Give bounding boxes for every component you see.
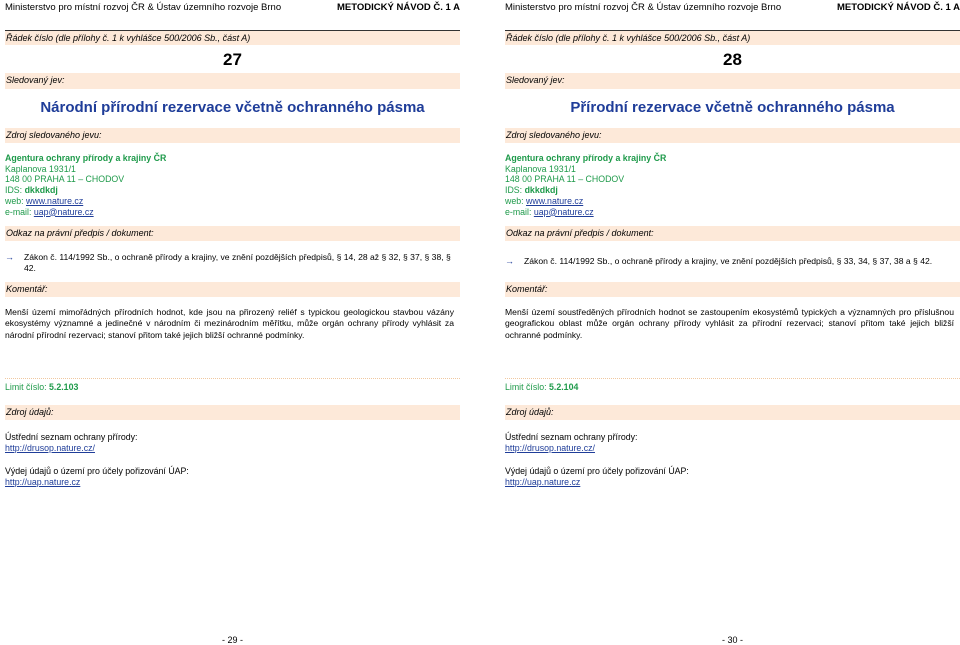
web-link[interactable]: www.nature.cz: [26, 195, 84, 206]
law-text: Zákon č. 114/1992 Sb., o ochraně přírody a krajiny, ve znění pozdějších předpisů, § 14, 28 až § 32, § 37, § 38, § 42.: [24, 252, 451, 273]
limit-prefix: Limit číslo:: [5, 382, 49, 392]
source-email: [505, 207, 666, 218]
uap-link[interactable]: http://uap.nature.cz: [505, 477, 581, 487]
ministry-name: Ministerstvo pro místní rozvoj ČR & Ústav územního rozvoje Brno: [505, 2, 782, 13]
limit-value: 5.2.104: [549, 382, 579, 392]
limit-number: [505, 382, 578, 392]
source-ids: [505, 185, 666, 196]
page-header: [505, 2, 960, 14]
phenomenon-title: Národní přírodní rezervace včetně ochranného pásma: [40, 99, 425, 116]
limit-value: 5.2.103: [49, 382, 79, 392]
comment-text: Menší území mimořádných přírodních hodnot, kde jsou na přirozený reliéf s typickou geologickou stavbou vázány ekosystémy významné a jedinečné v národním či mezinárodním měřítku, může orgán ochrany přírody vyhlásit za národní přírodní rezervaci; stanoví přitom také jejich bližší ochranné podmínky.: [5, 307, 454, 340]
source-organization: Agentura ochrany přírody a krajiny ČR: [505, 153, 667, 163]
source-city: 148 00 PRAHA 11 – CHODOV: [5, 174, 125, 185]
source-block: [5, 153, 166, 217]
zdroj-jevu-label: Zdroj sledovaného jevu:: [5, 128, 460, 143]
comment-text: Menší území soustředěných přírodních hodnot se zastoupením ekosystémů typických a významných pro příslušnou geografickou oblast může orgán ochrany přírody vyhlásit za přírodní rezervaci; stanoví přitom také jejich bližší ochranné podmínky.: [505, 307, 954, 340]
email-link[interactable]: uap@nature.cz: [33, 206, 94, 217]
data-source-1-label: Ústřední seznam ochrany přírody:: [5, 432, 138, 442]
data-source-2: [5, 477, 80, 488]
data-source-2-label: Výdej údajů o území pro účely pořizování ÚAP:: [5, 466, 189, 476]
row-reference: Řádek číslo (dle přílohy č. 1 k vyhlášce 500/2006 Sb., část A): [5, 30, 460, 45]
data-source-1: [505, 443, 595, 454]
sledovany-jev-label: Sledovaný jev:: [505, 73, 960, 89]
row-number: 28: [723, 50, 742, 69]
drusop-link[interactable]: http://drusop.nature.cz/: [505, 443, 595, 453]
divider: [505, 378, 960, 379]
ids-value: dkkdkdj: [24, 185, 58, 196]
komentar-label: Komentář:: [505, 282, 960, 297]
uap-link[interactable]: http://uap.nature.cz: [5, 477, 81, 487]
web-prefix: web:: [505, 195, 527, 206]
row-number: 27: [223, 50, 242, 69]
law-text: Zákon č. 114/1992 Sb., o ochraně přírody a krajiny, ve znění pozdějších předpisů, § 33, 34, § 37, 38 a § 42.: [524, 256, 933, 266]
phenomenon-title: Přírodní rezervace včetně ochranného pásma: [570, 99, 895, 116]
source-street: Kaplanova 1931/1: [505, 163, 576, 174]
row-reference: Řádek číslo (dle přílohy č. 1 k vyhlášce 500/2006 Sb., část A): [505, 30, 960, 45]
arrow-icon: →: [5, 252, 14, 262]
source-block: [505, 153, 666, 217]
source-ids: [5, 185, 166, 196]
web-link[interactable]: www.nature.cz: [526, 195, 584, 206]
ids-prefix: IDS:: [505, 185, 525, 196]
ids-prefix: IDS:: [5, 185, 25, 196]
web-prefix: web:: [5, 195, 27, 206]
source-email: [5, 207, 166, 218]
manual-title: METODICKÝ NÁVOD Č. 1 A: [337, 2, 460, 13]
page-number: - 30 -: [721, 635, 743, 645]
odkaz-label: Odkaz na právní předpis / dokument:: [5, 226, 460, 241]
source-web: [505, 196, 666, 207]
source-city: 148 00 PRAHA 11 – CHODOV: [505, 174, 625, 185]
ministry-name: Ministerstvo pro místní rozvoj ČR & Ústav územního rozvoje Brno: [5, 2, 282, 13]
email-prefix: e-mail:: [505, 206, 534, 217]
limit-number: [5, 382, 78, 392]
page-header: [5, 2, 460, 14]
page-left: [5, 0, 460, 645]
source-web: [5, 196, 166, 207]
ids-value: dkkdkdj: [524, 185, 558, 196]
drusop-link[interactable]: http://drusop.nature.cz/: [5, 443, 95, 453]
komentar-label: Komentář:: [5, 282, 460, 297]
arrow-icon: →: [505, 256, 514, 266]
zdroj-udaju-label: Zdroj údajů:: [5, 405, 460, 420]
data-source-1: [5, 443, 95, 454]
limit-prefix: Limit číslo:: [505, 382, 549, 392]
data-source-2-label: Výdej údajů o území pro účely pořizování ÚAP:: [505, 466, 689, 476]
page-right: [505, 0, 960, 645]
sledovany-jev-label: Sledovaný jev:: [5, 73, 460, 89]
email-prefix: e-mail:: [5, 206, 34, 217]
data-source-1-label: Ústřední seznam ochrany přírody:: [505, 432, 638, 442]
manual-title: METODICKÝ NÁVOD Č. 1 A: [837, 2, 960, 13]
page-number: - 29 -: [221, 635, 243, 645]
email-link[interactable]: uap@nature.cz: [533, 206, 594, 217]
divider: [5, 378, 460, 379]
zdroj-udaju-label: Zdroj údajů:: [505, 405, 960, 420]
source-street: Kaplanova 1931/1: [5, 163, 76, 174]
source-organization: Agentura ochrany přírody a krajiny ČR: [5, 153, 167, 163]
odkaz-label: Odkaz na právní předpis / dokument:: [505, 226, 960, 241]
data-source-2: [505, 477, 580, 488]
zdroj-jevu-label: Zdroj sledovaného jevu:: [505, 128, 960, 143]
